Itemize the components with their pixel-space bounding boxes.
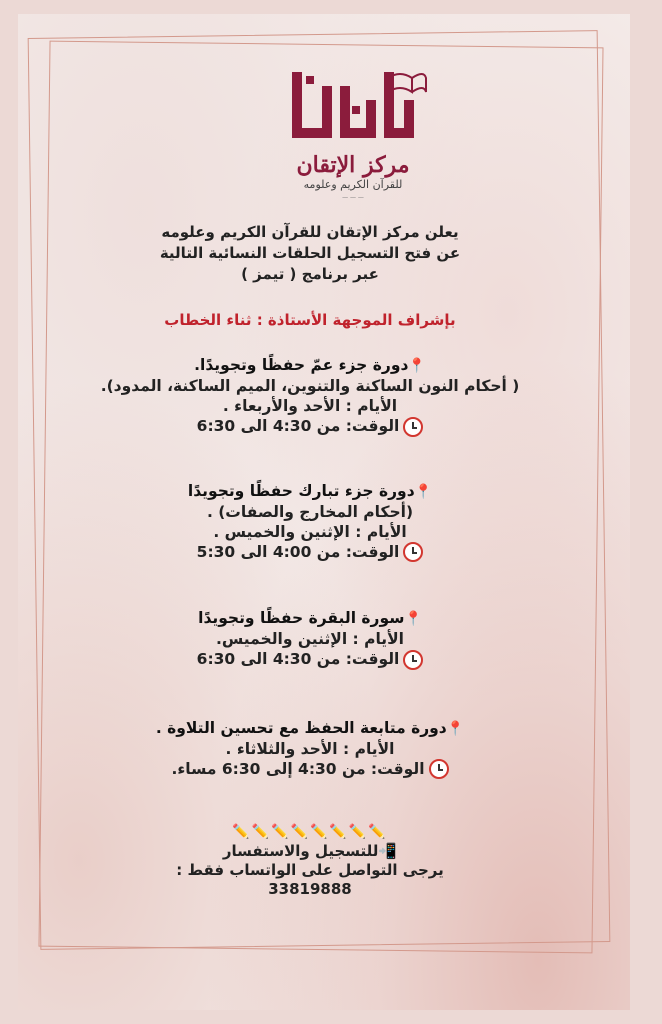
alarm-clock-icon xyxy=(403,650,423,670)
intro-block xyxy=(60,222,560,285)
logo-subtitle: للقرآن الكريم وعلومه xyxy=(303,178,403,191)
center-logo xyxy=(278,66,428,206)
logo-name: مركز الإتقان xyxy=(296,152,410,178)
alarm-clock-icon xyxy=(429,759,449,779)
intro-line: عن فتح التسجيل الحلقات النسائية التالية xyxy=(159,244,461,262)
course-time: الوقت: من 4:30 الى 6:30 xyxy=(196,417,400,435)
course-time: الوقت: من 4:00 الى 5:30 xyxy=(196,542,400,561)
course-block xyxy=(60,718,560,780)
course-title: دورة جزء عمّ حفظًا وتجويدًا. xyxy=(194,356,409,374)
pin-icon: 📍 xyxy=(446,720,465,737)
course-title: دورة جزء تبارك حفظًا وتجويدًا xyxy=(187,481,415,500)
course-days: الأيام : الأحد والأربعاء . xyxy=(222,397,398,415)
course-detail: ( أحكام النون الساكنة والتنوين، الميم الساكنة، المدود). xyxy=(100,377,520,395)
course-days: الأيام : الإثنين والخميس . xyxy=(213,522,407,541)
intro-line: عبر برنامج ( تيمز ) xyxy=(241,265,379,283)
announcement-content xyxy=(60,222,560,899)
supervisor-line: بإشراف الموجهة الأستاذة : ثناء الخطاب xyxy=(164,311,456,329)
course-days: الأيام : الأحد والثلاثاء . xyxy=(225,739,395,758)
course-title: سورة البقرة حفظًا وتجويدًا xyxy=(198,609,405,627)
alarm-clock-icon xyxy=(403,542,423,562)
contact-line: يرجى التواصل على الواتساب فقط : xyxy=(176,861,444,879)
logo-tagline: — — — xyxy=(342,194,364,201)
contact-line: للتسجيل والاستفسار xyxy=(222,842,379,860)
course-title: دورة متابعة الحفظ مع تحسين التلاوة . xyxy=(155,718,447,737)
course-detail: (أحكام المخارج والصفات) . xyxy=(206,502,414,521)
course-time: الوقت: من 4:30 إلى 6:30 مساء. xyxy=(171,759,425,778)
alarm-clock-icon xyxy=(403,417,423,437)
phone-icon: 📲 xyxy=(378,842,398,860)
logo-calligraphy-icon xyxy=(278,66,428,152)
course-block xyxy=(60,608,560,670)
pin-icon: 📍 xyxy=(404,611,422,627)
phone-number: 33819888 xyxy=(268,880,352,898)
course-time: الوقت: من 4:30 الى 6:30 xyxy=(196,650,400,668)
pin-icon: 📍 xyxy=(408,358,426,374)
intro-line: يعلن مركز الإتقان للقرآن الكريم وعلومه xyxy=(161,223,459,241)
course-block xyxy=(60,481,560,563)
course-days: الأيام : الإثنين والخميس. xyxy=(216,630,404,648)
course-block xyxy=(60,355,560,437)
pin-icon: 📍 xyxy=(414,483,433,500)
pencil-icons: ✏️✏️✏️✏️✏️✏️✏️✏️ xyxy=(232,824,388,840)
contact-block xyxy=(60,823,560,899)
